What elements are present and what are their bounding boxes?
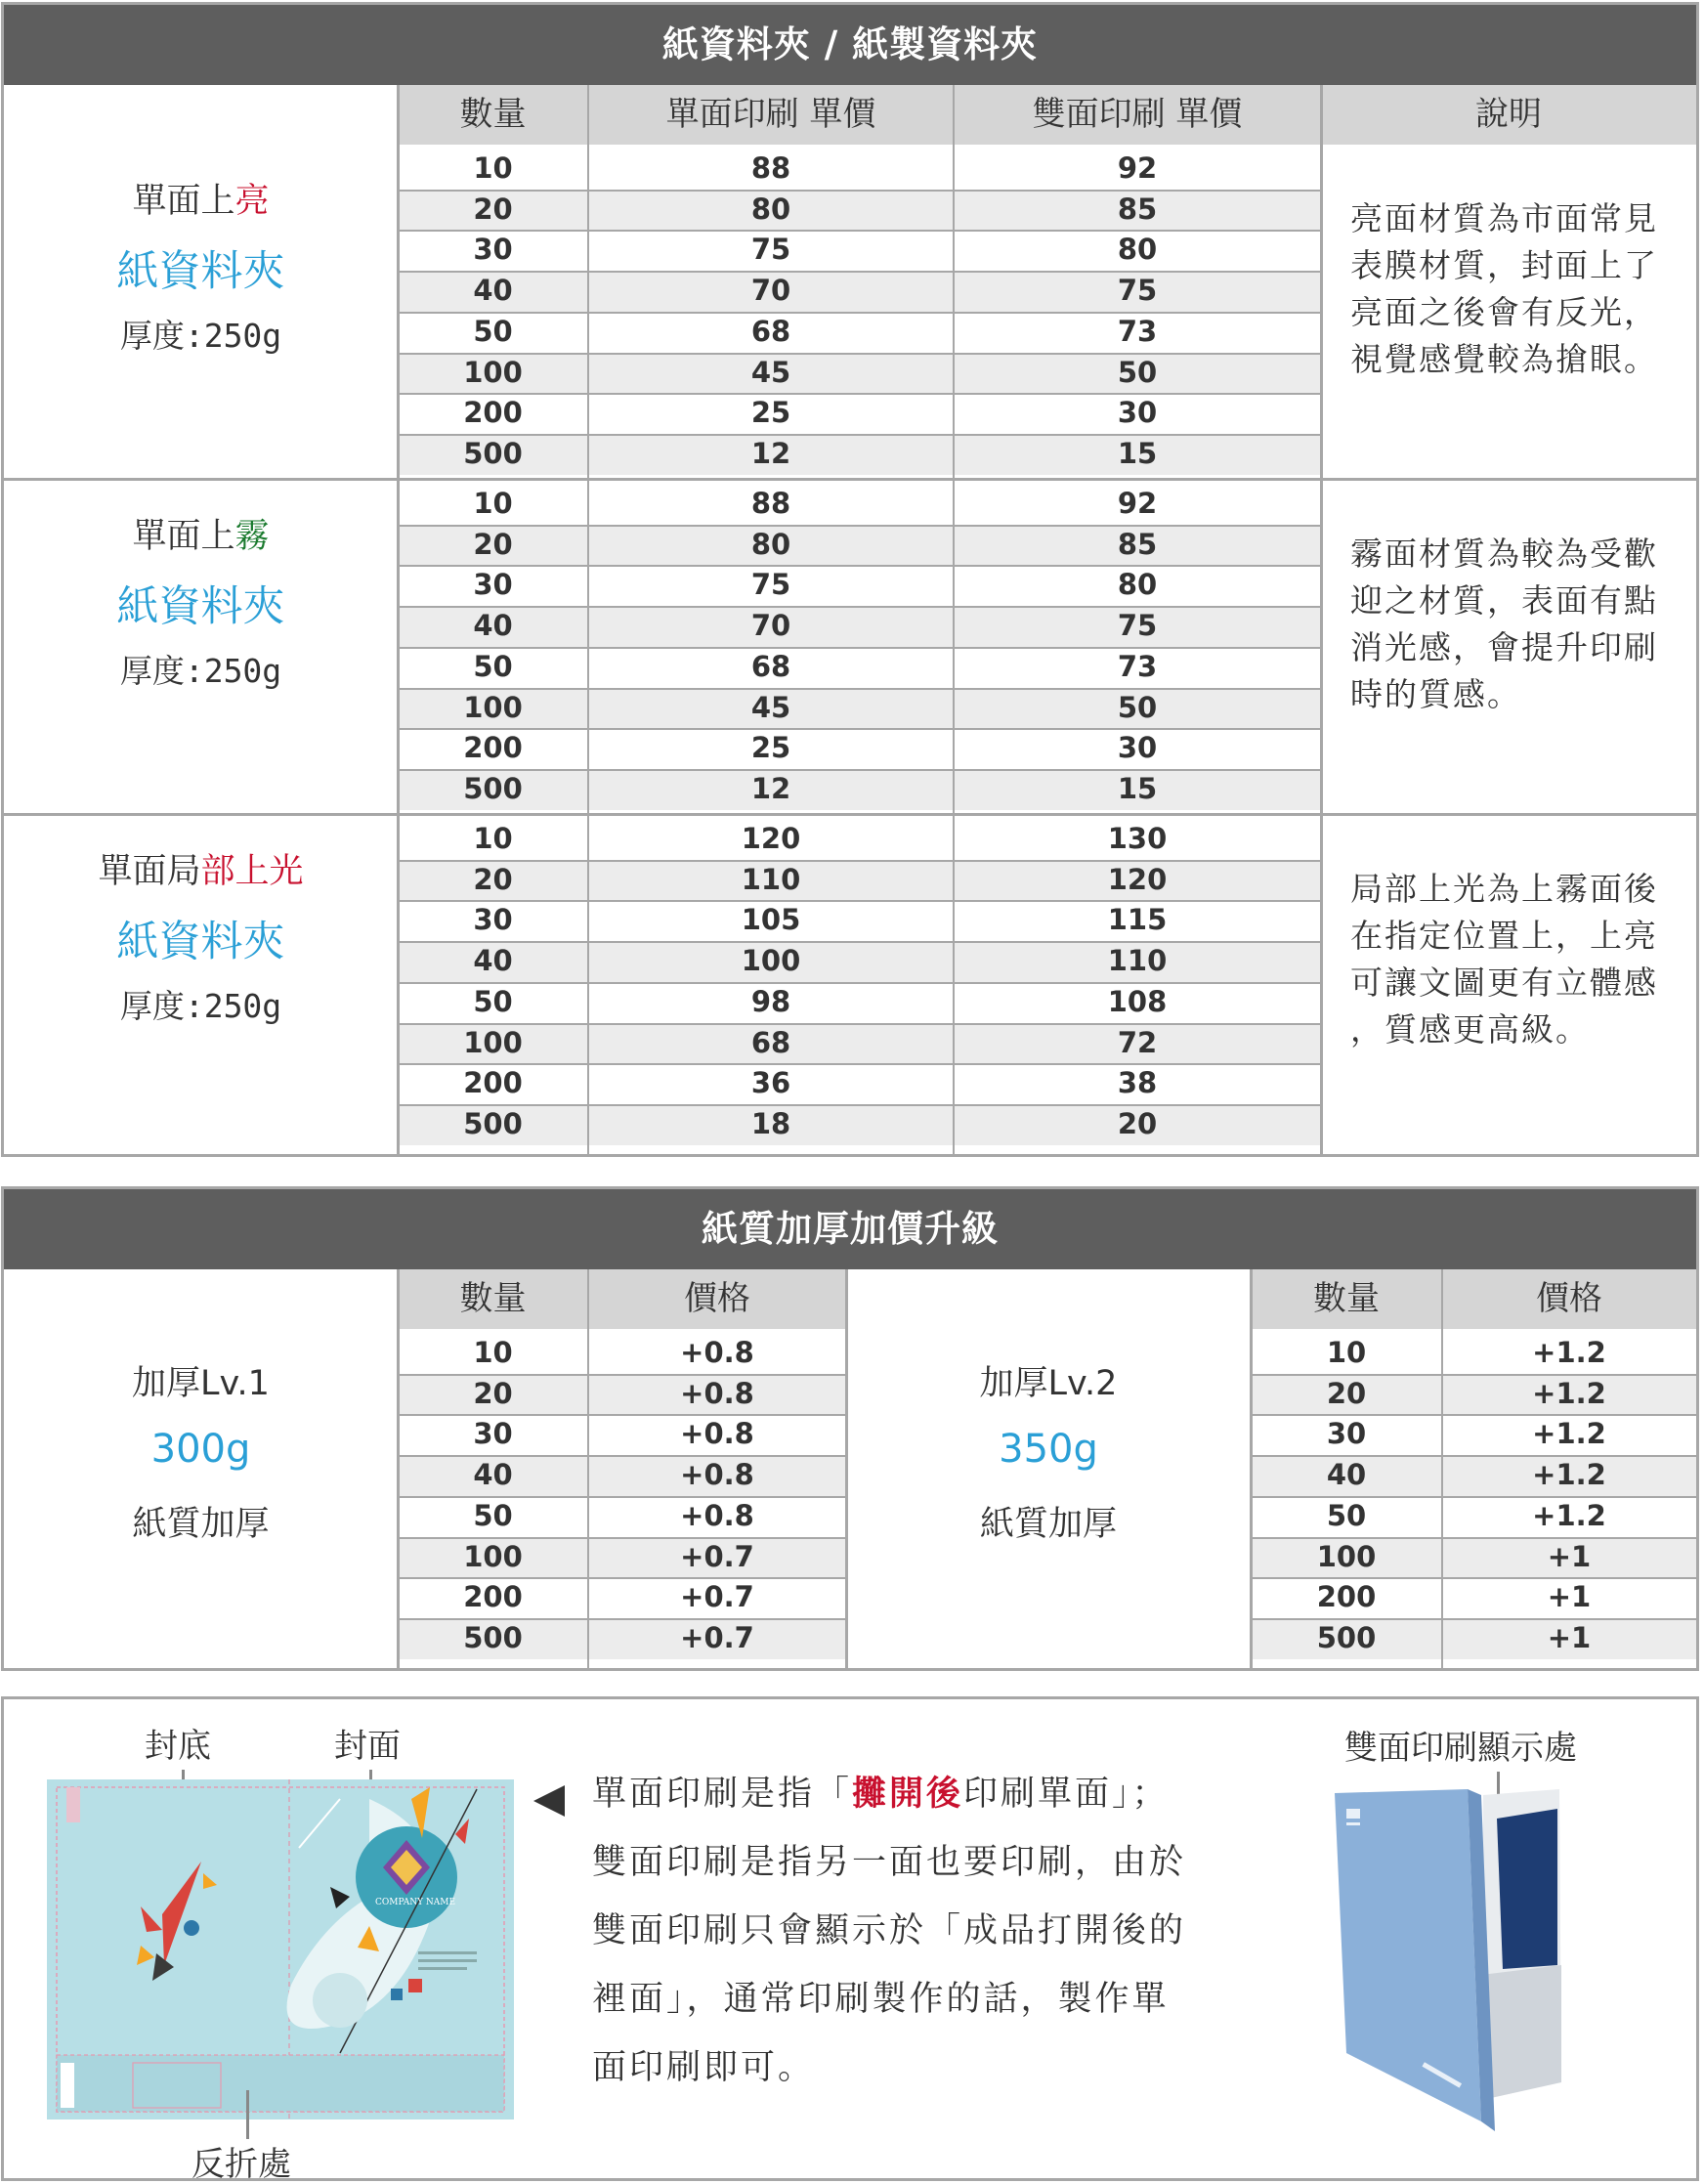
- single-price-cell: 25: [588, 393, 954, 434]
- row-divider: [398, 1414, 846, 1416]
- row-divider: [398, 312, 1321, 314]
- row-divider: [398, 606, 1321, 608]
- header-cell-2: 雙面印刷 單價: [954, 85, 1321, 145]
- level-name: 加厚Lv.1: [132, 1364, 270, 1403]
- quantity-cell: 40: [398, 606, 588, 647]
- row-divider: [398, 1455, 846, 1457]
- double-price-cell: 85: [954, 525, 1321, 566]
- quantity-cell: 10: [398, 819, 588, 860]
- single-price-cell: 100: [588, 941, 954, 982]
- row-divider: [398, 565, 1321, 567]
- row-divider: [398, 728, 1321, 730]
- quantity-cell: 100: [398, 1023, 588, 1064]
- double-price-cell: 120: [954, 860, 1321, 901]
- double-price-cell: 75: [954, 271, 1321, 312]
- double-price-cell: 80: [954, 565, 1321, 606]
- single-price-cell: 105: [588, 900, 954, 941]
- single-price-cell: 68: [588, 312, 954, 353]
- header-cell-1: 單面印刷 單價: [588, 85, 954, 145]
- double-price-cell: 73: [954, 647, 1321, 688]
- description-0: [1350, 195, 1692, 383]
- quantity-cell: 10: [398, 149, 588, 190]
- column-divider: [953, 85, 955, 1154]
- fold-label: 反折處: [192, 2145, 291, 2181]
- description-line: 亮面之後會有反光，: [1350, 293, 1658, 331]
- upgrade-price-cell: +0.7: [588, 1577, 846, 1618]
- column-divider: [397, 85, 400, 1154]
- quantity-cell: 50: [398, 647, 588, 688]
- quantity-cell: 200: [398, 1063, 588, 1104]
- double-price-cell: 50: [954, 353, 1321, 394]
- single-price-cell: 120: [588, 819, 954, 860]
- description-line: 消光感，會提升印刷: [1350, 628, 1658, 666]
- upgrade-price-cell: +0.7: [588, 1618, 846, 1659]
- print-explanation: [592, 1760, 1276, 2102]
- description-line: 在指定位置上，上亮: [1350, 917, 1658, 955]
- quantity-cell: 200: [1251, 1577, 1442, 1618]
- upgrade-price-cell: +0.8: [588, 1333, 846, 1374]
- row-divider: [398, 1023, 1321, 1025]
- row-divider: [398, 647, 1321, 649]
- description-line: 迎之材質，表面有點: [1350, 581, 1658, 620]
- paper-thickness: 厚度:250g: [119, 652, 282, 690]
- upgrade-price-cell: +0.8: [588, 1455, 846, 1496]
- row-divider: [398, 353, 1321, 355]
- quantity-cell: 40: [398, 271, 588, 312]
- upgrade-caption: 紙質加厚: [132, 1505, 270, 1544]
- folder-flat-layout-image: [47, 1779, 514, 2120]
- quantity-cell: 30: [398, 565, 588, 606]
- quantity-cell: 10: [398, 484, 588, 525]
- row-divider: [398, 393, 1321, 395]
- quantity-cell: 30: [1251, 1414, 1442, 1455]
- upgrade-price-cell: +1.2: [1442, 1455, 1696, 1496]
- upgrade-price-cell: +0.8: [588, 1374, 846, 1415]
- upgrade-table-title: 紙質加厚加價升級: [4, 1189, 1696, 1269]
- row-divider: [398, 1618, 846, 1620]
- price-table-title: 紙資料夾 / 紙製資料夾: [4, 5, 1696, 85]
- row-divider: [1251, 1577, 1696, 1579]
- upgrade-price-cell: +1.2: [1442, 1496, 1696, 1537]
- row-divider: [398, 1063, 1321, 1065]
- row-divider: [1251, 1618, 1696, 1620]
- double-print-label: 雙面印刷顯示處: [1344, 1729, 1577, 1768]
- quantity-cell: 500: [398, 434, 588, 475]
- finish-type: 單面上亮: [132, 182, 270, 221]
- quantity-cell: 30: [398, 230, 588, 271]
- row-divider: [398, 1374, 846, 1376]
- single-price-cell: 88: [588, 149, 954, 190]
- price-table-body: [4, 85, 1696, 1154]
- single-price-cell: 80: [588, 190, 954, 231]
- row-divider: [398, 1496, 846, 1498]
- single-price-cell: 12: [588, 434, 954, 475]
- description-line: 表膜材質，封面上了: [1350, 246, 1658, 284]
- quantity-cell: 50: [398, 982, 588, 1023]
- row-divider: [398, 1104, 1321, 1106]
- row-divider: [1251, 1455, 1696, 1457]
- upgrade-price-cell: +1: [1442, 1618, 1696, 1659]
- row-divider: [1251, 1537, 1696, 1539]
- quantity-cell: 40: [398, 1455, 588, 1496]
- column-divider: [587, 1269, 589, 1668]
- single-price-cell: 68: [588, 1023, 954, 1064]
- row-divider: [398, 769, 1321, 771]
- double-price-cell: 80: [954, 230, 1321, 271]
- double-price-cell: 15: [954, 434, 1321, 475]
- single-price-cell: 88: [588, 484, 954, 525]
- row-divider: [398, 1577, 846, 1579]
- single-price-cell: 80: [588, 525, 954, 566]
- explanation-line-3: 雙面印刷只會顯示於「成品打開後的: [592, 1911, 1187, 1950]
- quantity-cell: 10: [1251, 1333, 1442, 1374]
- quantity-cell: 40: [1251, 1455, 1442, 1496]
- paper-weight: 300g: [150, 1427, 251, 1472]
- quantity-cell: 30: [398, 900, 588, 941]
- front-cover-label: 封面: [334, 1727, 401, 1766]
- quantity-cell: 50: [1251, 1496, 1442, 1537]
- single-price-cell: 70: [588, 271, 954, 312]
- row-divider: [398, 860, 1321, 862]
- quantity-cell: 100: [398, 1537, 588, 1578]
- product-name: 紙資料夾: [116, 582, 285, 631]
- row-divider: [398, 525, 1321, 527]
- quantity-cell: 50: [398, 1496, 588, 1537]
- single-price-cell: 12: [588, 769, 954, 810]
- column-divider: [397, 1269, 400, 1668]
- upgrade-table-body: [4, 1269, 1696, 1668]
- quantity-cell: 20: [398, 860, 588, 901]
- quantity-cell: 20: [398, 525, 588, 566]
- company-name-text: COMPANY NAME: [375, 1898, 456, 1907]
- quantity-cell: 200: [398, 1577, 588, 1618]
- double-price-cell: 85: [954, 190, 1321, 231]
- qty-header-0: 數量: [398, 1269, 588, 1329]
- description-line: 可讓文圖更有立體感: [1350, 964, 1658, 1002]
- quantity-cell: 100: [398, 688, 588, 729]
- price-header-0: 價格: [588, 1269, 846, 1329]
- single-price-cell: 68: [588, 647, 954, 688]
- single-price-cell: 75: [588, 230, 954, 271]
- qty-header-1: 數量: [1251, 1269, 1442, 1329]
- paper-thickness: 厚度:250g: [119, 317, 282, 355]
- single-price-cell: 70: [588, 606, 954, 647]
- upgrade-price-cell: +0.8: [588, 1496, 846, 1537]
- upgrade-price-cell: +0.8: [588, 1414, 846, 1455]
- description-line: ，質感更高級。: [1350, 1010, 1590, 1049]
- fold-pointer: [246, 2090, 249, 2139]
- double-price-cell: 73: [954, 312, 1321, 353]
- upgrade-price-cell: +1.2: [1442, 1414, 1696, 1455]
- upgrade-level-1: [846, 1329, 1251, 1668]
- single-price-cell: 25: [588, 728, 954, 769]
- description-line: 亮面材質為市面常見: [1350, 199, 1658, 237]
- finish-type: 單面局部上光: [98, 852, 304, 891]
- explanation-line-1: 單面印刷是指「攤開後印刷單面」；: [592, 1775, 1170, 1814]
- description-2: [1350, 866, 1692, 1053]
- price-header-1: 價格: [1442, 1269, 1696, 1329]
- quantity-cell: 500: [398, 1618, 588, 1659]
- double-price-cell: 92: [954, 484, 1321, 525]
- double-price-cell: 92: [954, 149, 1321, 190]
- quantity-cell: 500: [1251, 1618, 1442, 1659]
- quantity-cell: 200: [398, 728, 588, 769]
- row-divider: [398, 900, 1321, 902]
- single-price-cell: 110: [588, 860, 954, 901]
- paper-thickness: 厚度:250g: [119, 987, 282, 1025]
- double-price-cell: 38: [954, 1063, 1321, 1104]
- upgrade-price-cell: +1: [1442, 1577, 1696, 1618]
- upgrade-level-0: [4, 1329, 398, 1668]
- single-price-cell: 75: [588, 565, 954, 606]
- row-divider: [398, 190, 1321, 192]
- upgrade-price-cell: +0.7: [588, 1537, 846, 1578]
- product-name: 紙資料夾: [116, 918, 285, 966]
- row-divider: [398, 688, 1321, 690]
- single-price-cell: 45: [588, 688, 954, 729]
- row-divider: [398, 271, 1321, 273]
- explanation-line-4: 裡面」，通常印刷製作的話，製作單: [592, 1980, 1170, 2019]
- double-price-cell: 15: [954, 769, 1321, 810]
- product-label-0: [4, 145, 398, 480]
- double-price-cell: 72: [954, 1023, 1321, 1064]
- double-price-cell: 20: [954, 1104, 1321, 1145]
- description-line: 霧面材質為較為受歡: [1350, 535, 1658, 573]
- quantity-cell: 100: [1251, 1537, 1442, 1578]
- quantity-cell: 10: [398, 1333, 588, 1374]
- quantity-cell: 20: [398, 1374, 588, 1415]
- row-divider: [1251, 1496, 1696, 1498]
- upgrade-price-cell: +1: [1442, 1537, 1696, 1578]
- description-1: [1350, 531, 1692, 718]
- paper-weight: 350g: [999, 1427, 1098, 1472]
- description-line: 時的質感。: [1350, 675, 1521, 713]
- single-price-cell: 98: [588, 982, 954, 1023]
- row-divider: [398, 434, 1321, 436]
- quantity-cell: 200: [398, 393, 588, 434]
- row-divider: [398, 1537, 846, 1539]
- double-price-cell: 30: [954, 728, 1321, 769]
- folder-open-photo: [1335, 1789, 1569, 2141]
- quantity-cell: 500: [398, 1104, 588, 1145]
- single-price-cell: 45: [588, 353, 954, 394]
- double-price-cell: 50: [954, 688, 1321, 729]
- row-divider: [398, 941, 1321, 943]
- header-cell-0: 數量: [398, 85, 588, 145]
- quantity-cell: 20: [398, 190, 588, 231]
- double-price-cell: 130: [954, 819, 1321, 860]
- single-price-cell: 18: [588, 1104, 954, 1145]
- column-divider: [1441, 1269, 1443, 1668]
- explanation-line-5: 面印刷即可。: [592, 2048, 816, 2087]
- quantity-cell: 20: [1251, 1374, 1442, 1415]
- description-line: 局部上光為上霧面後: [1350, 870, 1658, 908]
- row-divider: [398, 982, 1321, 984]
- left-arrow-icon: [532, 1783, 567, 1819]
- product-label-1: [4, 480, 398, 815]
- back-cover-label: 封底: [145, 1727, 211, 1766]
- double-price-cell: 110: [954, 941, 1321, 982]
- print-note-section: [1, 1696, 1699, 2181]
- quantity-cell: 500: [398, 769, 588, 810]
- single-price-cell: 36: [588, 1063, 954, 1104]
- product-label-2: [4, 815, 398, 1150]
- double-price-cell: 115: [954, 900, 1321, 941]
- quantity-cell: 100: [398, 353, 588, 394]
- row-divider: [1251, 1374, 1696, 1376]
- explanation-line-2: 雙面印刷是指另一面也要印刷，由於: [592, 1843, 1187, 1882]
- upgrade-price-cell: +1.2: [1442, 1333, 1696, 1374]
- upgrade-caption: 紙質加厚: [979, 1505, 1117, 1544]
- double-price-cell: 30: [954, 393, 1321, 434]
- column-divider: [587, 85, 589, 1154]
- upgrade-table-section: [1, 1186, 1699, 1671]
- double-price-cell: 75: [954, 606, 1321, 647]
- double-price-cell: 108: [954, 982, 1321, 1023]
- product-name: 紙資料夾: [116, 247, 285, 296]
- row-divider: [1251, 1414, 1696, 1416]
- quantity-cell: 40: [398, 941, 588, 982]
- finish-type: 單面上霧: [132, 517, 270, 556]
- level-name: 加厚Lv.2: [979, 1364, 1118, 1403]
- column-divider: [1320, 85, 1323, 1154]
- quantity-cell: 30: [398, 1414, 588, 1455]
- upgrade-price-cell: +1.2: [1442, 1374, 1696, 1415]
- row-divider: [398, 230, 1321, 232]
- price-table-section: [1, 2, 1699, 1157]
- description-line: 視覺感覺較為搶眼。: [1350, 340, 1658, 378]
- header-cell-3: 說明: [1321, 85, 1696, 145]
- quantity-cell: 50: [398, 312, 588, 353]
- column-divider: [1250, 1269, 1253, 1668]
